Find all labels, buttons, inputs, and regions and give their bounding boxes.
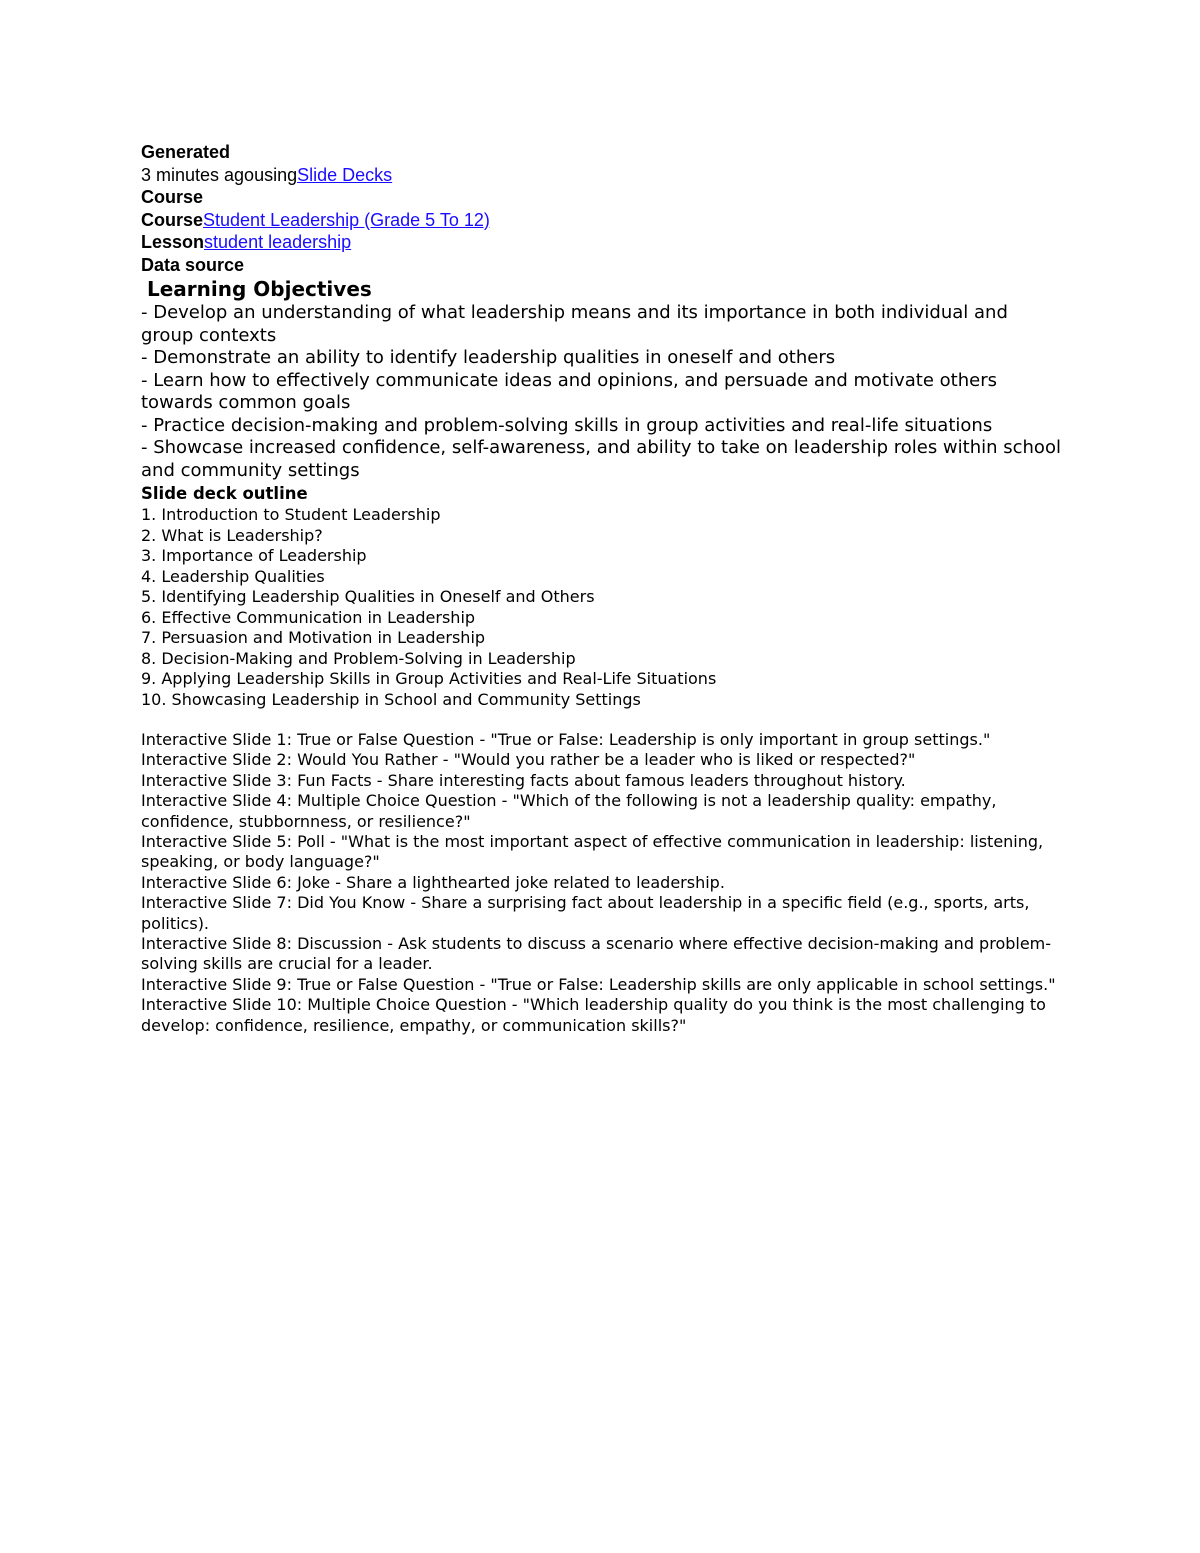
slide-decks-link[interactable]: Slide Decks xyxy=(297,164,393,185)
lesson-label: Lesson xyxy=(141,232,205,252)
outline-item: 6. Effective Communication in Leadership xyxy=(141,607,476,627)
learning-objectives-list xyxy=(141,302,1061,482)
outline-item: 2. What is Leadership? xyxy=(141,525,323,545)
objective-item: - Practice decision-making and problem-solving skills in group activities and real-life situations xyxy=(141,414,993,436)
generated-value: 3 minutes agousing xyxy=(141,164,298,185)
data-source-label: Data source xyxy=(141,254,245,275)
course-label: Course xyxy=(141,209,204,230)
slide-deck-outline-title: Slide deck outline xyxy=(141,484,308,503)
interactive-slide-item: Interactive Slide 4: Multiple Choice Question - "Which of the following is not a leadership quality: empathy, confidence, stubbornness, or resilience?" xyxy=(141,791,997,831)
outline-item: 7. Persuasion and Motivation in Leadership xyxy=(141,628,486,647)
course-heading: Course xyxy=(141,187,204,207)
slide-deck-outline-list xyxy=(141,505,1061,710)
outline-item: 9. Applying Leadership Skills in Group Activities and Real-Life Situations xyxy=(141,669,717,688)
lesson-line xyxy=(141,231,1061,254)
learning-objectives-title: Learning Objectives xyxy=(147,277,372,301)
course-link[interactable]: Student Leadership (Grade 5 To 12) xyxy=(203,209,490,230)
interactive-slide-item: Interactive Slide 7: Did You Know - Share a surprising fact about leadership in a specific field (e.g., sports, arts, politics). xyxy=(141,893,1030,933)
objective-item: - Learn how to effectively communicate ideas and opinions, and persuade and motivate others towards common goals xyxy=(141,369,997,413)
interactive-slide-item: Interactive Slide 1: True or False Question - "True or False: Leadership is only important in group settings." xyxy=(141,730,991,749)
interactive-slide-item: Interactive Slide 6: Joke - Share a lighthearted joke related to leadership. xyxy=(141,872,725,892)
outline-item: 8. Decision-Making and Problem-Solving in Leadership xyxy=(141,648,576,668)
interactive-slides-list xyxy=(141,730,1061,1036)
course-line xyxy=(141,209,1061,232)
interactive-slide-item: Interactive Slide 3: Fun Facts - Share interesting facts about famous leaders throughout history. xyxy=(141,770,906,790)
objective-item: - Develop an understanding of what leadership means and its importance in both individual and group contexts xyxy=(141,302,1008,346)
document-metadata xyxy=(141,141,1061,276)
generated-line xyxy=(141,164,1061,187)
outline-item: 4. Leadership Qualities xyxy=(141,566,325,586)
document-page xyxy=(141,141,1061,1036)
interactive-slide-item: Interactive Slide 5: Poll - "What is the most important aspect of effective communication in leadership: listening, speaking, or body language?" xyxy=(141,832,1044,872)
interactive-slide-item: Interactive Slide 2: Would You Rather - "Would you rather be a leader who is liked or respected?" xyxy=(141,750,916,770)
objective-item: - Demonstrate an ability to identify leadership qualities in oneself and others xyxy=(141,347,836,368)
outline-item: 3. Importance of Leadership xyxy=(141,546,367,565)
lesson-link[interactable]: student leadership xyxy=(204,232,352,252)
interactive-slide-item: Interactive Slide 8: Discussion - Ask students to discuss a scenario where effective decision-making and problem-solving skills are crucial for a leader. xyxy=(141,934,1052,974)
generated-label: Generated xyxy=(141,142,231,162)
section-spacer xyxy=(141,710,1061,730)
outline-item: 10. Showcasing Leadership in School and Community Settings xyxy=(141,689,641,709)
interactive-slide-item: Interactive Slide 9: True or False Question - "True or False: Leadership skills are only applicable in school settings." xyxy=(141,974,1056,994)
objective-item: - Showcase increased confidence, self-awareness, and ability to take on leadership roles within school and community settings xyxy=(141,437,1061,481)
interactive-slide-item: Interactive Slide 10: Multiple Choice Question - "Which leadership quality do you think is the most challenging to develop: confidence, resilience, empathy, or communication skills?" xyxy=(141,995,1046,1035)
outline-item: 1. Introduction to Student Leadership xyxy=(141,505,441,524)
outline-item: 5. Identifying Leadership Qualities in Oneself and Others xyxy=(141,587,595,606)
